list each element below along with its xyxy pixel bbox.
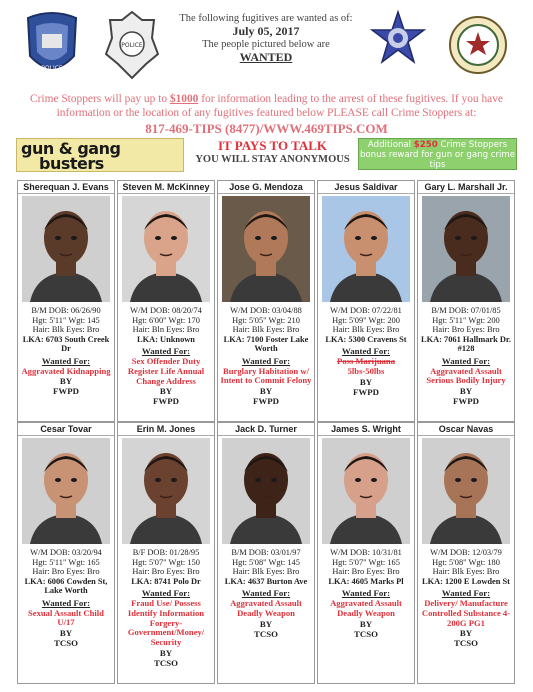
mugshot-photo [122,196,210,302]
race-dob: W/M DOB: 08/20/74 [130,306,202,315]
fugitive-details [18,548,114,648]
height-weight: Hgt: 5'09" Wgt: 200 [332,315,400,325]
fugitive-name: Sherequan J. Evans [18,181,114,194]
by-label: BY [359,618,373,629]
charge: Burglary Habitation w/ Intent to Commit Felony [220,365,312,386]
height-weight: Hgt: 5'08" Wgt: 145 [232,557,300,567]
fugitive-card [217,180,315,422]
by-label: BY [59,376,73,387]
mugshot-photo [422,438,510,544]
agency: TCSO [454,638,478,649]
fugitive-card [17,180,115,422]
by-label: BY [459,386,473,397]
notice-post: for information leading to the arrest of these fugitives. If you have information or the location of any fugitives featured below PLEASE call Crime Stoppers at: [56,93,503,119]
height-weight: Hgt: 5'11" Wgt: 200 [432,315,500,325]
ggb-bottom-text: busters [39,154,104,172]
fugitive-name: James S. Wright [318,423,414,436]
hair-eyes: Hair: Bro Eyes: Bro [332,567,400,577]
wanted-for-label: Wanted For: [341,346,391,357]
wanted-for-label: Wanted For: [441,355,491,366]
last-known-address: LKA: 6006 Cowden St, Lake Worth [24,576,108,596]
mugshot-photo [222,196,310,302]
agency: TCSO [254,628,278,639]
mugshot-photo [322,196,410,302]
charge: 5lbs-50lbs [347,365,385,376]
wanted-for-label: Wanted For: [141,588,191,599]
charge: Aggravated Assault Deadly Weapon [230,597,302,618]
hair-eyes: Hair: Blk Eyes: Bro [232,325,300,335]
mugshot-photo [322,438,410,544]
last-known-address: LKA: 6703 South Creek Dr [22,334,110,354]
mugshot-photo [122,438,210,544]
by-label: BY [459,628,473,639]
fugitive-card [117,422,215,684]
stay-anonymous: YOU WILL STAY ANONYMOUS [195,154,350,165]
wanted-for-label: Wanted For: [341,588,391,599]
charge-struck: Poss Marijuana [336,355,395,366]
by-label: BY [159,386,173,397]
police-badge-icon [102,8,162,82]
fugitive-details [318,548,414,639]
agency: FWPD [253,396,279,407]
hair-eyes: Hair: Blk Eyes: Bro [432,567,500,577]
fugitive-details [218,548,314,639]
fugitive-name: Jesus Saldivar [318,181,414,194]
charge: Aggravated Assault Deadly Weapon [330,597,402,618]
fugitive-card [117,180,215,422]
race-dob: W/M DOB: 03/20/94 [30,548,102,557]
ggb-top-text: gun & gang [21,139,121,158]
race-dob: W/M DOB: 10/31/81 [330,548,402,557]
height-weight: Hgt: 5'07" Wgt: 150 [132,557,200,567]
wanted-for-label: Wanted For: [41,355,91,366]
wanted-for-label: Wanted For: [241,355,291,366]
charge: Aggravated Kidnapping [21,365,111,376]
page-header [0,0,533,92]
hair-eyes: Hair: Blk Eyes: Bro [232,567,300,577]
race-dob: B/M DOB: 03/01/97 [231,548,301,557]
reward-amount: $1000 [169,93,199,105]
last-known-address: LKA: 4637 Burton Ave [224,576,308,586]
last-known-address: LKA: Unknown [137,334,195,344]
last-known-address: LKA: 7061 Hallmark Dr. #128 [421,334,511,354]
fugitive-card [317,180,415,422]
tarrant-county-seal-icon [448,8,508,82]
race-dob: B/M DOB: 06/26/90 [31,306,101,315]
pays-to-talk-block [190,138,355,165]
fugitive-details [118,306,214,406]
bonus-reward-box [358,138,517,170]
by-label: BY [259,386,273,397]
fugitive-details [218,306,314,406]
pays-to-talk: IT PAYS TO TALK [218,138,327,153]
hair-eyes: Hair: Bro Eyes: Bro [432,325,500,335]
fugitive-details [18,306,114,396]
wanted-for-label: Wanted For: [41,597,91,608]
hair-eyes: Hair: Bro Eyes: Bro [132,567,200,577]
fort-worth-police-patch-icon [22,8,82,82]
bonus-amount: $250 [413,140,438,150]
sheriff-star-icon [368,8,428,82]
agency: FWPD [353,386,379,397]
last-known-address: LKA: 8741 Polo Dr [131,576,201,586]
fugitive-card [217,422,315,684]
header-wanted: WANTED [239,50,293,64]
agency: FWPD [453,396,479,407]
last-known-address: LKA: 5300 Cravens St [325,334,407,344]
header-date: July 05, 2017 [232,24,300,38]
height-weight: Hgt: 5'08" Wgt: 180 [432,557,500,567]
agency: TCSO [54,638,78,649]
height-weight: Hgt: 5'11" Wgt: 145 [32,315,100,325]
notice-pre: Crime Stoppers will pay up to [30,93,170,105]
charge: Aggravated Assault Serious Bodily Injury [426,365,506,386]
hair-eyes: Hair: Bln Eyes: Bro [132,325,200,335]
hair-eyes: Hair: Blk Eyes: Bro [332,325,400,335]
fugitive-details [318,306,414,397]
svg-text:POLICE: POLICE [121,42,143,49]
fugitive-name: Jack D. Turner [218,423,314,436]
mugshot-photo [22,438,110,544]
fugitive-details [118,548,214,668]
height-weight: Hgt: 6'00" Wgt: 170 [132,315,200,325]
height-weight: Hgt: 5'05" Wgt: 210 [232,315,300,325]
tips-phone-website[interactable]: 817-469-TIPS (8477)/WWW.469TIPS.COM [145,121,388,136]
agency: FWPD [53,386,79,397]
crime-stoppers-notice [14,92,519,120]
header-line-3: The people pictured below are [202,39,330,50]
fugitive-name: Oscar Navas [418,423,514,436]
fugitive-details [418,306,514,406]
by-label: BY [359,376,373,387]
mugshot-photo [422,196,510,302]
charge: Fraud Use/ Possess Identify Information Forgery-Government/Money/ Security [127,597,205,648]
header-line-1: The following fugitives are wanted as of: [179,13,353,24]
fugitive-name: Jose G. Mendoza [218,181,314,194]
race-dob: W/M DOB: 07/22/81 [330,306,402,315]
fugitive-name: Erin M. Jones [118,423,214,436]
hair-eyes: Hair: Bro Eyes: Bro [32,567,100,577]
fugitive-name: Cesar Tovar [18,423,114,436]
agency: TCSO [354,628,378,639]
last-known-address: LKA: 1200 E Lowden St [422,576,510,586]
agency: FWPD [153,396,179,407]
wanted-for-label: Wanted For: [141,346,191,357]
fugitive-details [418,548,514,648]
fugitive-name: Gary L. Marshall Jr. [418,181,514,194]
race-dob: B/F DOB: 01/28/95 [132,548,200,557]
hair-eyes: Hair: Blk Eyes: Bro [32,325,100,335]
wanted-for-label: Wanted For: [441,588,491,599]
by-label: BY [59,628,73,639]
last-known-address: LKA: 7100 Foster Lake Worth [223,334,309,354]
agency: TCSO [154,657,178,668]
by-label: BY [259,618,273,629]
fugitive-card [417,180,515,422]
by-label: BY [159,647,173,658]
race-dob: W/M DOB: 03/04/88 [230,306,302,315]
fugitive-card [317,422,415,684]
charge: Delivery/ Manufacture Controlled Substance 4-200G PG1 [421,597,511,628]
mugshot-photo [22,196,110,302]
bonus-post: Crime Stoppers bonus reward for gun or gang crime tips [359,140,516,170]
bonus-pre: Additional [367,140,414,150]
last-known-address: LKA: 4605 Marks Pl [328,576,404,586]
charge: Sexual Assault Child U/17 [28,607,104,628]
height-weight: Hgt: 5'07" Wgt: 165 [332,557,400,567]
svg-text:POLICE: POLICE [41,65,63,72]
charge: Sex Offender Duty Register Life Annual Change Address [127,355,205,386]
height-weight: Hgt: 5'11" Wgt: 165 [32,557,100,567]
header-text-block [168,13,364,65]
gun-gang-busters-logo [16,138,184,172]
race-dob: W/M DOB: 12/03/79 [430,548,502,557]
fugitive-card [17,422,115,684]
wanted-for-label: Wanted For: [241,588,291,599]
fugitive-card [417,422,515,684]
race-dob: B/M DOB: 07/01/85 [431,306,501,315]
mugshot-photo [222,438,310,544]
fugitive-name: Steven M. McKinney [118,181,214,194]
